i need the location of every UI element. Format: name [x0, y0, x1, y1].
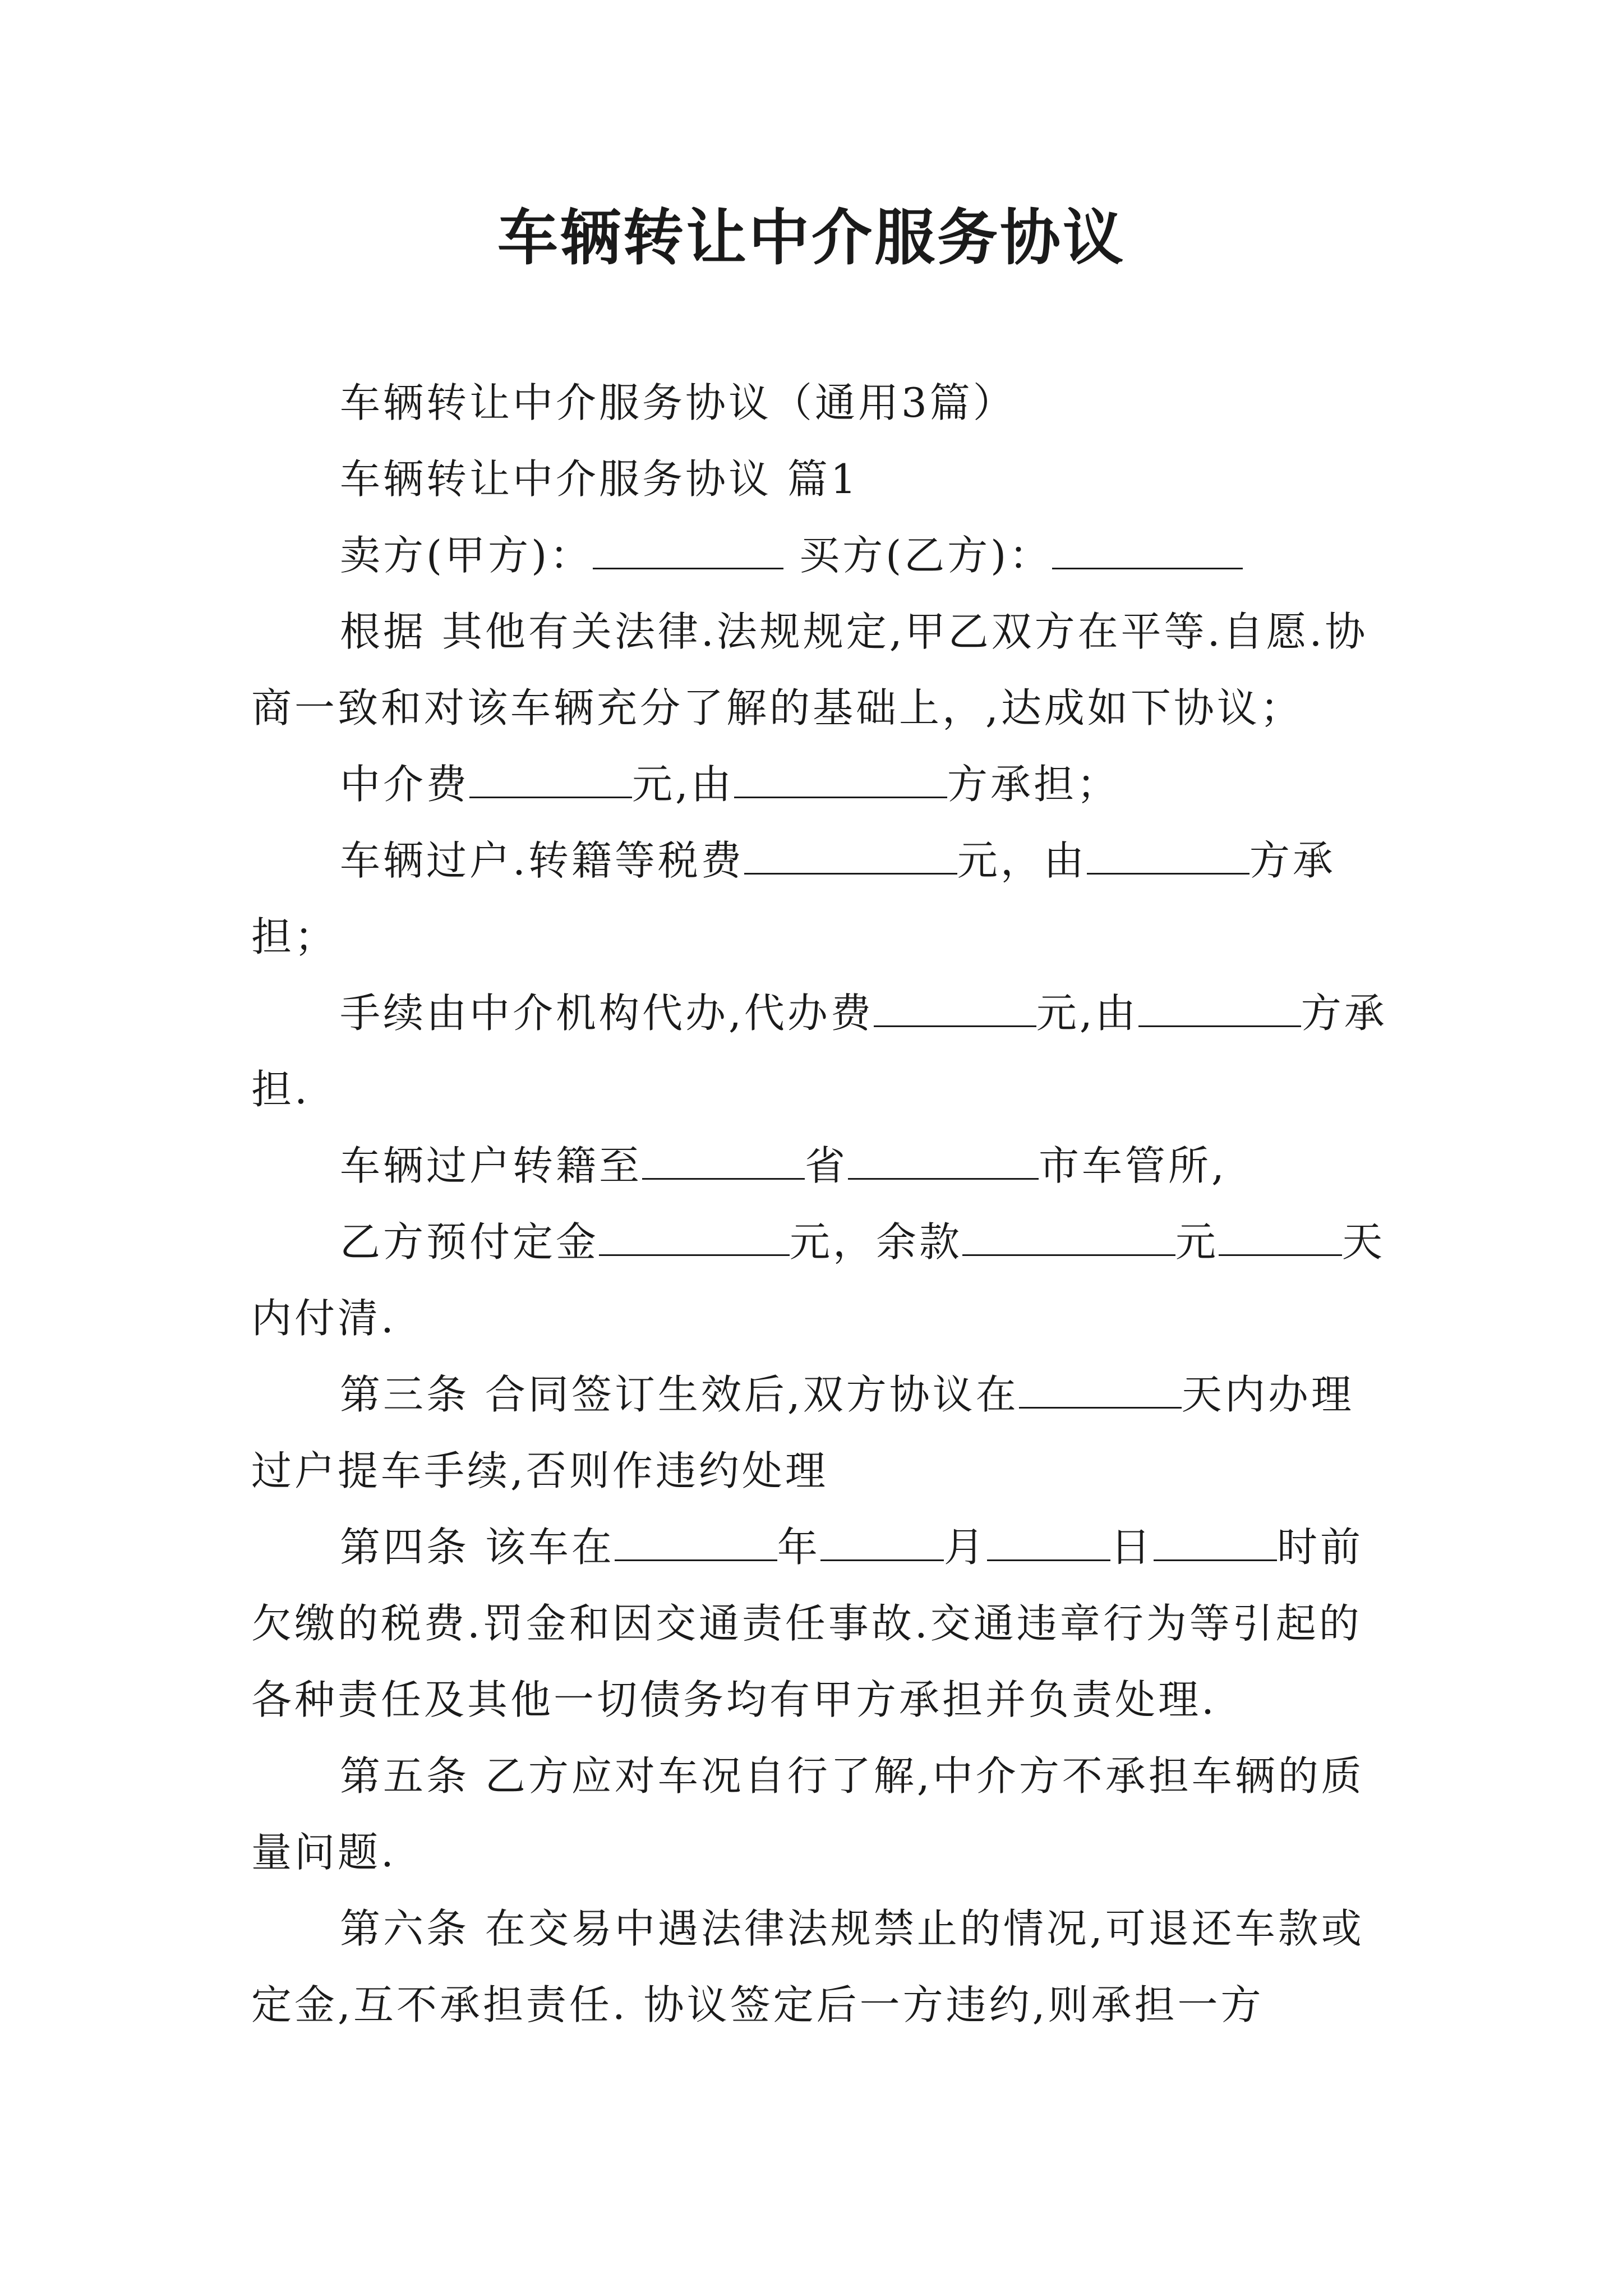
paragraph-agency-fee: 中介费 元,由 方承担； [340, 761, 1120, 808]
city-blank [848, 1144, 1039, 1180]
balance-blank [962, 1221, 1175, 1256]
paragraph-article-6: 第六条 在交易中遇法律法规禁止的情况,可退还车款或定金,互不承担责任. 协议签定后一方违约,则承担一方 [251, 1905, 1364, 2028]
seller-blank [593, 534, 783, 569]
paragraph-registration: 车辆过户转籍至 省 市车管所, [340, 1142, 1227, 1189]
document-title: 车辆转让中介服务协议 [497, 203, 1126, 273]
document-body [251, 365, 1390, 2043]
paragraph-article-4: 第四条 该车在 年 月 日 时前欠缴的税费.罚金和因交通责任事故.交通违章行为等引起的各种责任及其他一切债务均有甲方承担并负责处理. [251, 1524, 1363, 1723]
paragraph-article-5: 第五条 乙方应对车况自行了解,中介方不承担车辆的质量问题. [251, 1752, 1364, 1876]
paragraph-transfer-tax: 车辆过户.转籍等税费 元，由 方承担； [251, 837, 1336, 960]
paragraph-heading: 车辆转让中介服务协议（通用3篇） [340, 379, 1016, 426]
paragraph-basis: 根据 其他有关法律.法规规定,甲乙双方在平等.自愿.协商一致和对该车辆充分了解的基础上，,达成如下协议； [251, 608, 1368, 731]
paragraph-procedure-fee: 手续由中介机构代办,代办费 元,由 方承担. [251, 990, 1387, 1113]
transfer-days-blank [1019, 1373, 1182, 1409]
deposit-blank [599, 1221, 790, 1256]
agency-fee-blank [469, 763, 632, 798]
province-blank [642, 1144, 805, 1180]
buyer-blank [1052, 534, 1243, 569]
paragraph-deposit: 乙方预付定金 元，余款 元 天内付清. [251, 1218, 1386, 1342]
agency-fee-party-blank [734, 763, 947, 798]
days-blank [1219, 1221, 1342, 1256]
paragraph-article-3: 第三条 合同签订生效后,双方协议在 天内办理过户提车手续,否则作违约处理 [251, 1371, 1354, 1494]
procedure-fee-blank [874, 992, 1036, 1027]
procedure-fee-party-blank [1138, 992, 1301, 1027]
transfer-tax-blank [744, 839, 957, 875]
transfer-tax-party-blank [1087, 839, 1249, 875]
paragraph-section-title: 车辆转让中介服务协议 篇1 [340, 455, 859, 503]
day-blank [987, 1526, 1110, 1561]
hour-blank [1154, 1526, 1277, 1561]
paragraph-parties: 卖方(甲方)： 买方(乙方)： [251, 517, 1390, 593]
month-blank [820, 1526, 944, 1561]
year-blank [615, 1526, 777, 1561]
